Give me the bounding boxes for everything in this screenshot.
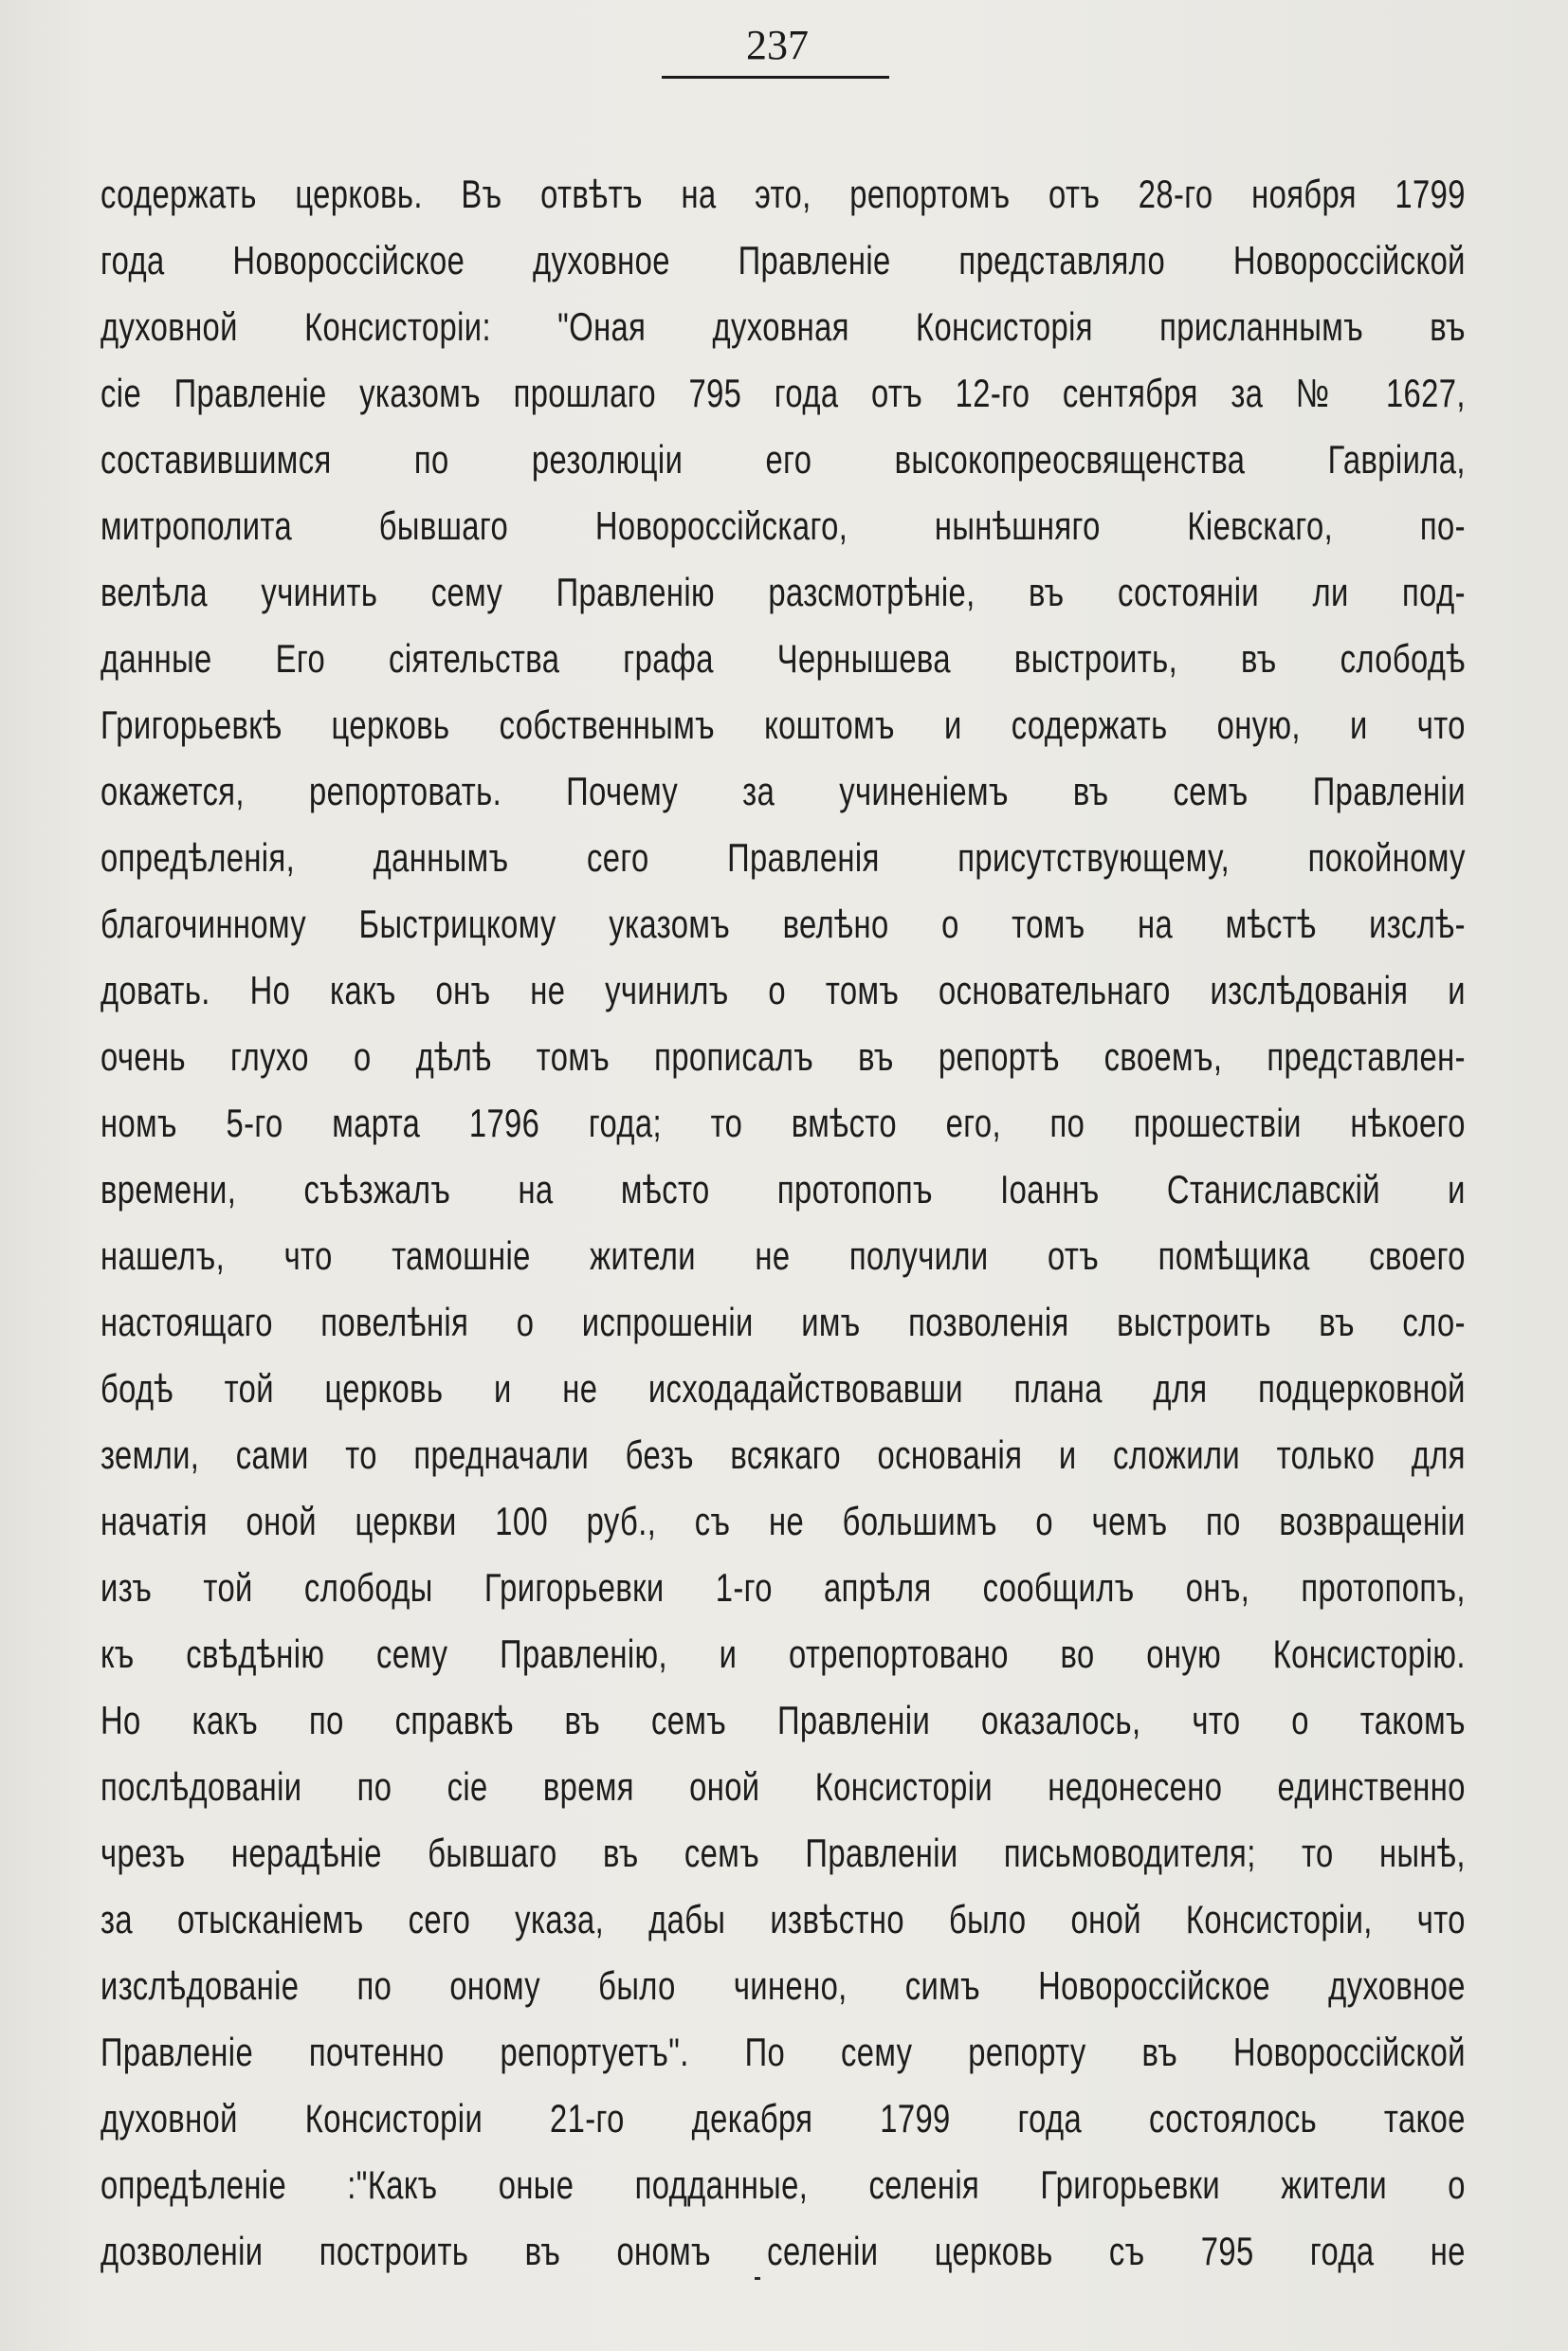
text-line: Правленіе почтенно репортуетъ". По сему репорту въ Новороссійской	[100, 2030, 1466, 2074]
text-line: послѣдованіи по сіе время оной Консисторіи недонесено единственно	[100, 1764, 1466, 1809]
text-line: довать. Но какъ онъ не учинилъ о томъ основательнаго изслѣдованія и	[100, 968, 1466, 1012]
text-line: чрезъ нерадѣніе бывшаго въ семъ Правленіи письмоводителя; то нынѣ,	[100, 1831, 1466, 1875]
text-line: содержать церковь. Въ отвѣтъ на это, репортомъ отъ 28-го ноября 1799	[100, 172, 1466, 216]
text-line: митрополита бывшаго Новороссійскаго, нынѣшняго Кіевскаго, по-	[100, 503, 1466, 548]
text-line: земли, сами то предначали безъ всякаго основанія и сложили только для	[100, 1432, 1466, 1477]
text-line: настоящаго повелѣнія о испрошеніи имъ позволенія выстроить въ сло-	[100, 1300, 1466, 1344]
text-line: духовной Консисторіи 21-го декабря 1799 года состоялось такое	[100, 2096, 1466, 2141]
text-line: окажется, репортовать. Почему за учиненіемъ въ семъ Правленіи	[100, 769, 1466, 813]
text-line: бодѣ той церковь и не исходадайствовавши плана для подцерковной	[100, 1366, 1466, 1411]
text-line: за отысканіемъ сего указа, дабы извѣстно было оной Консисторіи, что	[100, 1897, 1466, 1941]
text-line: опредѣленіе :"Какъ оные подданные, селенія Григорьевки жители о	[100, 2162, 1466, 2207]
text-line: Григорьевкѣ церковь собственнымъ коштомъ и содержать оную, и что	[100, 702, 1466, 747]
text-line: опредѣленія, даннымъ сего Правленія присутствующему, покойному	[100, 835, 1466, 880]
text-line: очень глухо о дѣлѣ томъ прописалъ въ репортѣ своемъ, представлен-	[100, 1034, 1466, 1079]
text-line: времени, съѣзжалъ на мѣсто протопопъ Іоаннъ Станиславскій и	[100, 1167, 1466, 1212]
text-line: духовной Консисторіи: "Оная духовная Консисторія присланнымъ въ	[100, 304, 1466, 349]
text-line: изслѣдованіе по оному было чинено, симъ Новороссійское духовное	[100, 1963, 1466, 2008]
text-line: года Новороссійское духовное Правленіе представляло Новороссійской	[100, 238, 1466, 282]
text-line: Но какъ по справкѣ въ семъ Правленіи оказалось, что о такомъ	[100, 1698, 1466, 1742]
text-line: номъ 5-го марта 1796 года; то вмѣсто его, по прошествіи нѣкоего	[100, 1101, 1466, 1145]
text-line: сіе Правленіе указомъ прошлаго 795 года отъ 12-го сентября за № 1627,	[100, 371, 1466, 415]
text-line: дозволеніи построить въ ономъ селеніи церковь съ 795 года не	[100, 2229, 1466, 2273]
text-line: нашелъ, что тамошніе жители не получили отъ помѣщика своего	[100, 1233, 1466, 1278]
text-line: изъ той слободы Григорьевки 1-го апрѣля сообщилъ онъ, протопопъ,	[100, 1565, 1466, 1610]
body-text	[100, 161, 1466, 2285]
header-rule	[662, 76, 889, 79]
text-line: къ свѣдѣнію сему Правленію, и отрепортовано во оную Консисторію.	[100, 1631, 1466, 1676]
page-number: 237	[746, 22, 809, 68]
text-line: данные Его сіятельства графа Чернышева выстроить, въ слободѣ	[100, 636, 1466, 681]
text-line: велѣла учинить сему Правленію разсмотрѣніе, въ состояніи ли под-	[100, 570, 1466, 614]
bottom-mark	[755, 2277, 760, 2280]
text-line: благочинному Быстрицкому указомъ велѣно о томъ на мѣстѣ изслѣ-	[100, 902, 1466, 946]
text-line: начатія оной церкви 100 руб., съ не большимъ о чемъ по возвращеніи	[100, 1499, 1466, 1543]
text-line: составившимся по резолюціи его высокопреосвященства Гавріила,	[100, 437, 1466, 482]
